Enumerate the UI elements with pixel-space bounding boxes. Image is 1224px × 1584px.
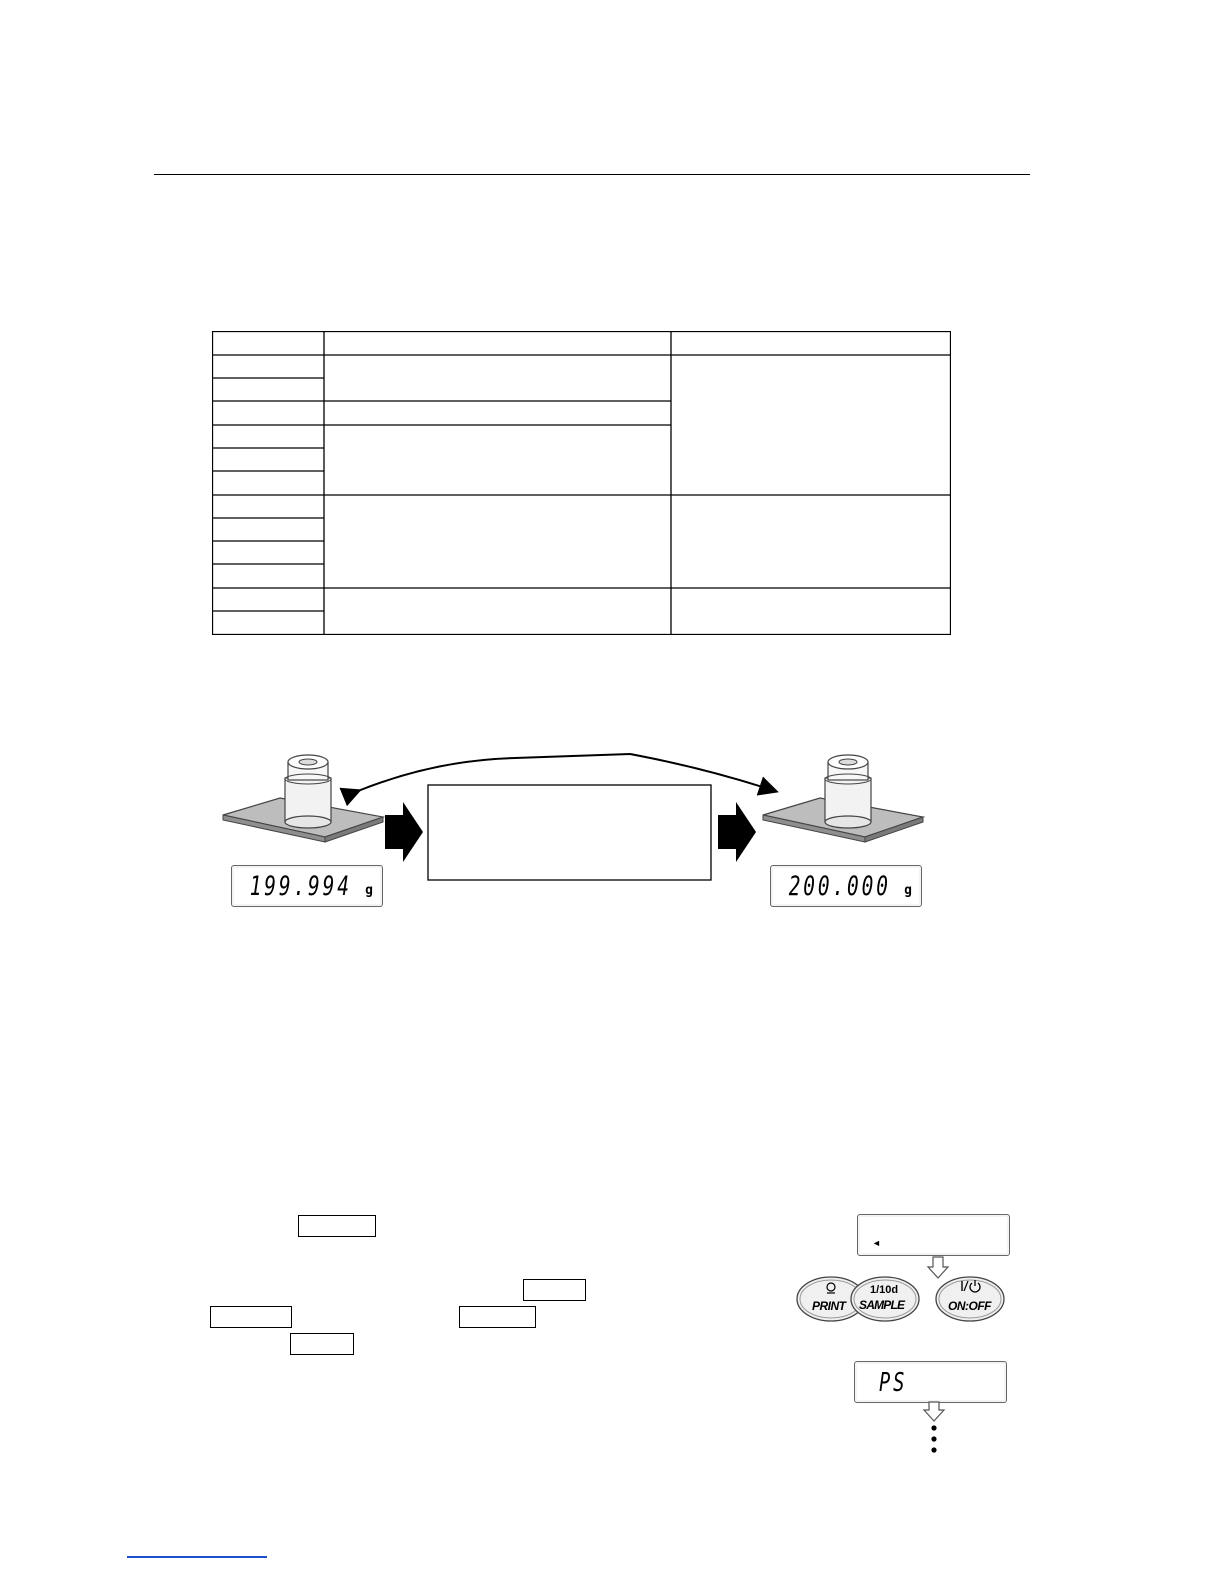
key-box-1: [298, 1215, 376, 1237]
print-button-label: PRINT: [812, 1299, 846, 1313]
bottom-display-value: PS: [879, 1368, 908, 1398]
sample-button-label: SAMPLE: [859, 1298, 905, 1312]
on-off-button-label: ON:OFF: [948, 1299, 991, 1313]
procedure-bottom-display: [854, 1361, 1007, 1403]
right-arrow-icon: [718, 802, 756, 862]
right-display-value: 200.000: [788, 871, 891, 902]
key-box-5: [290, 1333, 354, 1355]
right-display-unit: g: [904, 883, 912, 898]
indicator-icon: ◄: [872, 1238, 881, 1248]
right-arrow-icon: [385, 802, 423, 862]
key-box-4: [459, 1306, 536, 1328]
spec-table-grid: [212, 331, 951, 635]
down-arrow-icon: [924, 1402, 944, 1421]
key-box-2: [523, 1279, 586, 1301]
sample-button-sub-label: 1/10d: [870, 1284, 899, 1296]
right-weight-icon: [825, 755, 871, 828]
ellipsis-dot-icon: [931, 1425, 936, 1430]
key-box-3: [210, 1306, 292, 1328]
procedure-top-display: [857, 1214, 1010, 1256]
left-display: [231, 865, 383, 907]
footer-link[interactable]: [127, 1556, 267, 1558]
continue-indicator: [922, 1401, 946, 1457]
ellipsis-dot-icon: [931, 1447, 936, 1452]
left-weight-icon: [285, 755, 331, 828]
ellipsis-dot-icon: [931, 1436, 936, 1441]
header-rule: [154, 174, 1030, 175]
process-box: [428, 785, 711, 880]
spec-table: [212, 331, 951, 635]
right-display: [770, 865, 922, 907]
left-display-value: 199.994: [249, 871, 352, 902]
left-display-unit: g: [365, 883, 373, 898]
